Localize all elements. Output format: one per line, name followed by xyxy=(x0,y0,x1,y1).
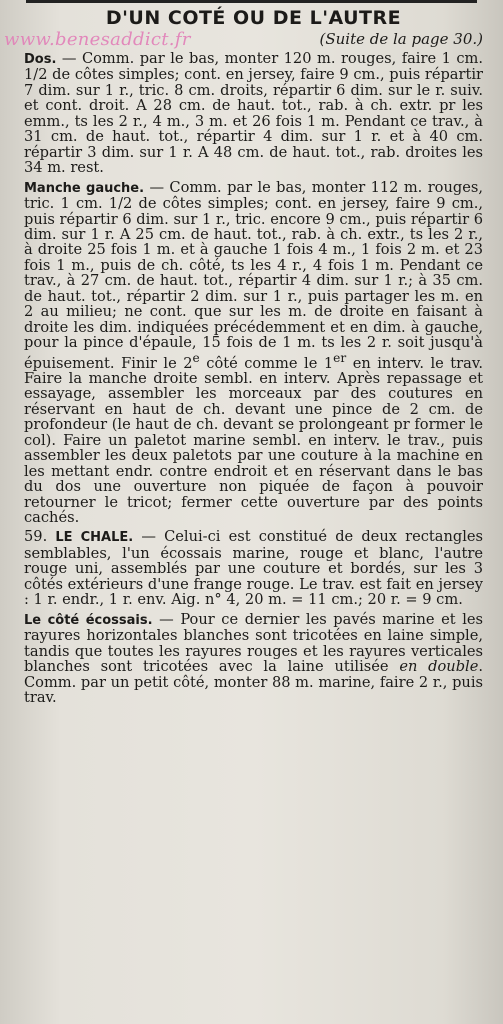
superscript-er: er xyxy=(333,350,347,365)
heading-dos: Dos. xyxy=(24,52,57,67)
text-chale: — Celui-ci est constitué de deux rectangles semblables, l'un écossais marine, rouge et blanc, l'autre rouge uni, assemblés par une couture et bordés, sur les 3 côtés extérieurs d'une frange rouge. Le trav. est fait en jersey : 1 r. endr., 1 r. env. Aig. n° 4, 20 m. = 11 cm.; 20 r. = 9 cm. xyxy=(24,528,484,609)
text-ecossais-italic: en double xyxy=(399,658,479,676)
paragraph-cote-ecossais xyxy=(24,612,483,706)
heading-manche-gauche: Manche gauche. xyxy=(24,180,145,196)
paragraph-chale xyxy=(24,529,483,607)
continued-note: (Suite de la page 30.) xyxy=(319,30,483,48)
text-manche-2: côté comme le 1 xyxy=(199,354,334,372)
superscript-e: e xyxy=(192,350,200,365)
text-manche-1: — Comm. par le bas, monter 112 m. rouges, tric. 1 cm. 1/2 de côtes simples; cont. en jersey, faire 9 cm., puis répartir 6 dim. sur 1 r., tric. encore 9 cm., puis répartir 6 dim. sur 1 r. A 25 cm. de haut. tot., rab. à ch. extr., ts les 2 r., à droite 25 fois 1 m. et à gauche 1 fois 4 m., 1 fois 2 m. et 23 fois 1 m., puis de ch. côté, ts les 4 r., 4 fois 1 m. Pendant ce trav., à 27 cm. de haut. tot., répartir 4 dim. sur 1 r.; à 35 cm. de haut. tot., répartir 2 dim. sur 1 r., puis partager les m. en 2 au milieu; ne cont. que sur les m. de droite en faisant à droite les dim. indiquées précédemment et en dim. à gauche, pour la pince d'épaule, 15 fois de 1 m. ts les 2 r. soit jusqu'à épuisement. Finir le 2 xyxy=(24,178,483,372)
paragraph-manche-gauche xyxy=(24,180,483,526)
top-rule xyxy=(26,0,477,3)
subtitle-row xyxy=(4,29,483,51)
heading-cote-ecossais: Le côté écossais. xyxy=(24,612,153,628)
watermark: www.benesaddict.fr xyxy=(4,29,191,50)
page-title: D'UN COTÉ OU DE L'AUTRE xyxy=(105,7,402,29)
text-ecossais-2: . Comm. par un petit côté, monter 88 m. marine, faire 2 r., puis trav. xyxy=(24,658,483,706)
heading-chale: LE CHALE. xyxy=(55,530,134,546)
section-number: 59. xyxy=(24,528,48,546)
text-manche-3: en interv. le trav. Faire la manche droite sembl. en interv. Après repassage et essayage, assembler les morceaux par des coutures en réservant en haut de ch. devant une pince de 2 cm. de profondeur (le haut de ch. devant se prolongeant pr former le col). Faire un paletot marine sembl. en interv. le trav., puis assembler les deux paletots par une couture à la machine en les mettant endr. contre endroit et en réservant dans le bas du dos une ouverture non piquée de façon à pouvoir retourner le tricot; fermer cette ouverture par des points cachés. xyxy=(24,354,483,526)
paragraph-dos xyxy=(24,51,483,176)
text-ecossais-1: — Pour ce dernier les pavés marine et les rayures horizontales blanches sont tricotées en laine simple, tandis que toutes les rayures rouges et les rayures verticales blanches sont tricotées avec la laine utilisée xyxy=(24,610,483,676)
text-dos: — Comm. par le bas, monter 120 m. rouges, faire 1 cm. 1/2 de côtes simples; cont. en jersey, faire 9 cm., puis répartir 7 dim. sur 1 r., tric. 8 cm. droits, répartir 6 dim. sur le r. suiv. et cont. droit. A 28 cm. de haut. tot., rab. à ch. extr. pr les emm., ts les 2 r., 4 m., 3 m. et 26 fois 1 m. Pendant ce trav., à 31 cm. de haut. tot., répartir 4 dim. sur 1 r. et à 40 cm. répartir 3 dim. sur 1 r. A 48 cm. de haut. tot., rab. droites les 34 m. rest. xyxy=(24,50,483,177)
